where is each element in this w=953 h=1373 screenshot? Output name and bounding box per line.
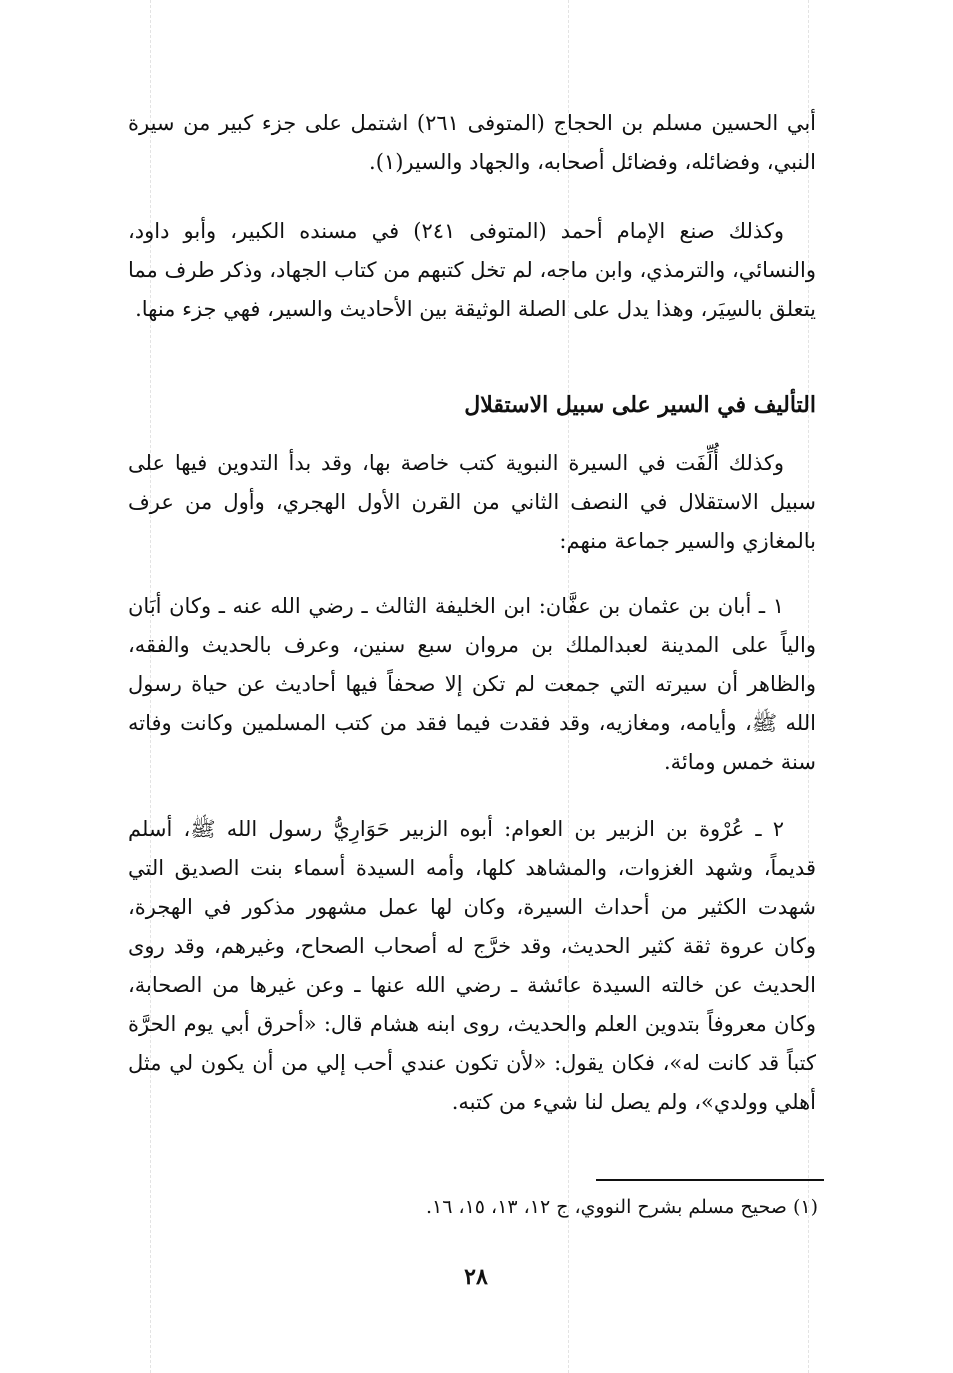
section-heading: التأليف في السير على سبيل الاستقلال: [464, 392, 816, 418]
paragraph-aban-ibn-uthman: ١ ـ أبان بن عثمان بن عفَّان: ابن الخليفة الثالث ـ رضي الله عنه ـ وكان أبَان والياً على المدينة لعبدالملك بن مروان سبع سنين، وعرف بالحديث والفقه، والظاهر أن سيرته التي جمعت لم تكن إلا صحفاً فيها أحاديث عن حياة رسول الله ﷺ، وأيامه، ومغازيه، وقد فقدت فيما فقد من كتب المسلمين وكانت وفاته سنة خمس ومائة.: [128, 594, 816, 774]
page-number: ٢٨: [464, 1264, 488, 1290]
paragraph-independent-authorship: وكذلك أُلِّفَت في السيرة النبوية كتب خاصة بها، وقد بدأ التدوين فيها على سبيل الاستقلال في النصف الثاني من القرن الأول الهجري، وأول من عرف بالمغازي والسير جماعة منهم:: [128, 451, 816, 553]
footnote: (١) صحيح مسلم بشرح النووي، ج ١٢، ١٣، ١٥، ١٦.: [425, 1196, 818, 1218]
paragraph-musnad-ahmad: وكذلك صنع الإمام أحمد (المتوفى ٢٤١) في مسنده الكبير، وأبو داود، والنسائي، والترمذي، وابن ماجه، لم تخل كتبهم من كتاب الجهاد، وذكر طرف مما يتعلق بالسِيَر، وهذا يدل على الصلة الوثيقة بين الأحاديث والسير، فهي جزء منها.: [128, 219, 816, 321]
paragraph-urwa-ibn-zubayr: ٢ ـ عُرْوة بن الزبير بن العوام: أبوه الزبير حَوَارِيُّ رسول الله ﷺ، أسلم قديماً، وشهد الغزوات، والمشاهد كلها، وأمه السيدة أسماء بنت الصديق التي شهدت الكثير من أحداث السيرة، وكان لها عمل مشهور مذكور في الهجرة، وكان عروة ثقة كثير الحديث، وقد خرَّج له أصحاب الصحاح، وغيرهم، وقد روى الحديث عن خالته السيدة عائشة ـ رضي الله عنها ـ وعن غيرها من الصحابة، وكان معروفاً بتدوين العلم والحديث، روى ابنه هشام قال: «أحرق أبي يوم الحرَّة كتباً قد كانت له»، فكان يقول: «لأن تكون عندي أحب إلي من أن يكون لي مثل أهلي وولدي»، ولم يصل لنا شيء من كتبه.: [128, 817, 816, 1114]
paragraph-muslim-sahih: أبي الحسين مسلم بن الحجاج (المتوفى ٢٦١) اشتمل على جزء كبير من سيرة النبي، وفضائله، وفضائل أصحابه، والجهاد والسير(١).: [128, 111, 816, 174]
footnote-separator: [596, 1179, 824, 1181]
